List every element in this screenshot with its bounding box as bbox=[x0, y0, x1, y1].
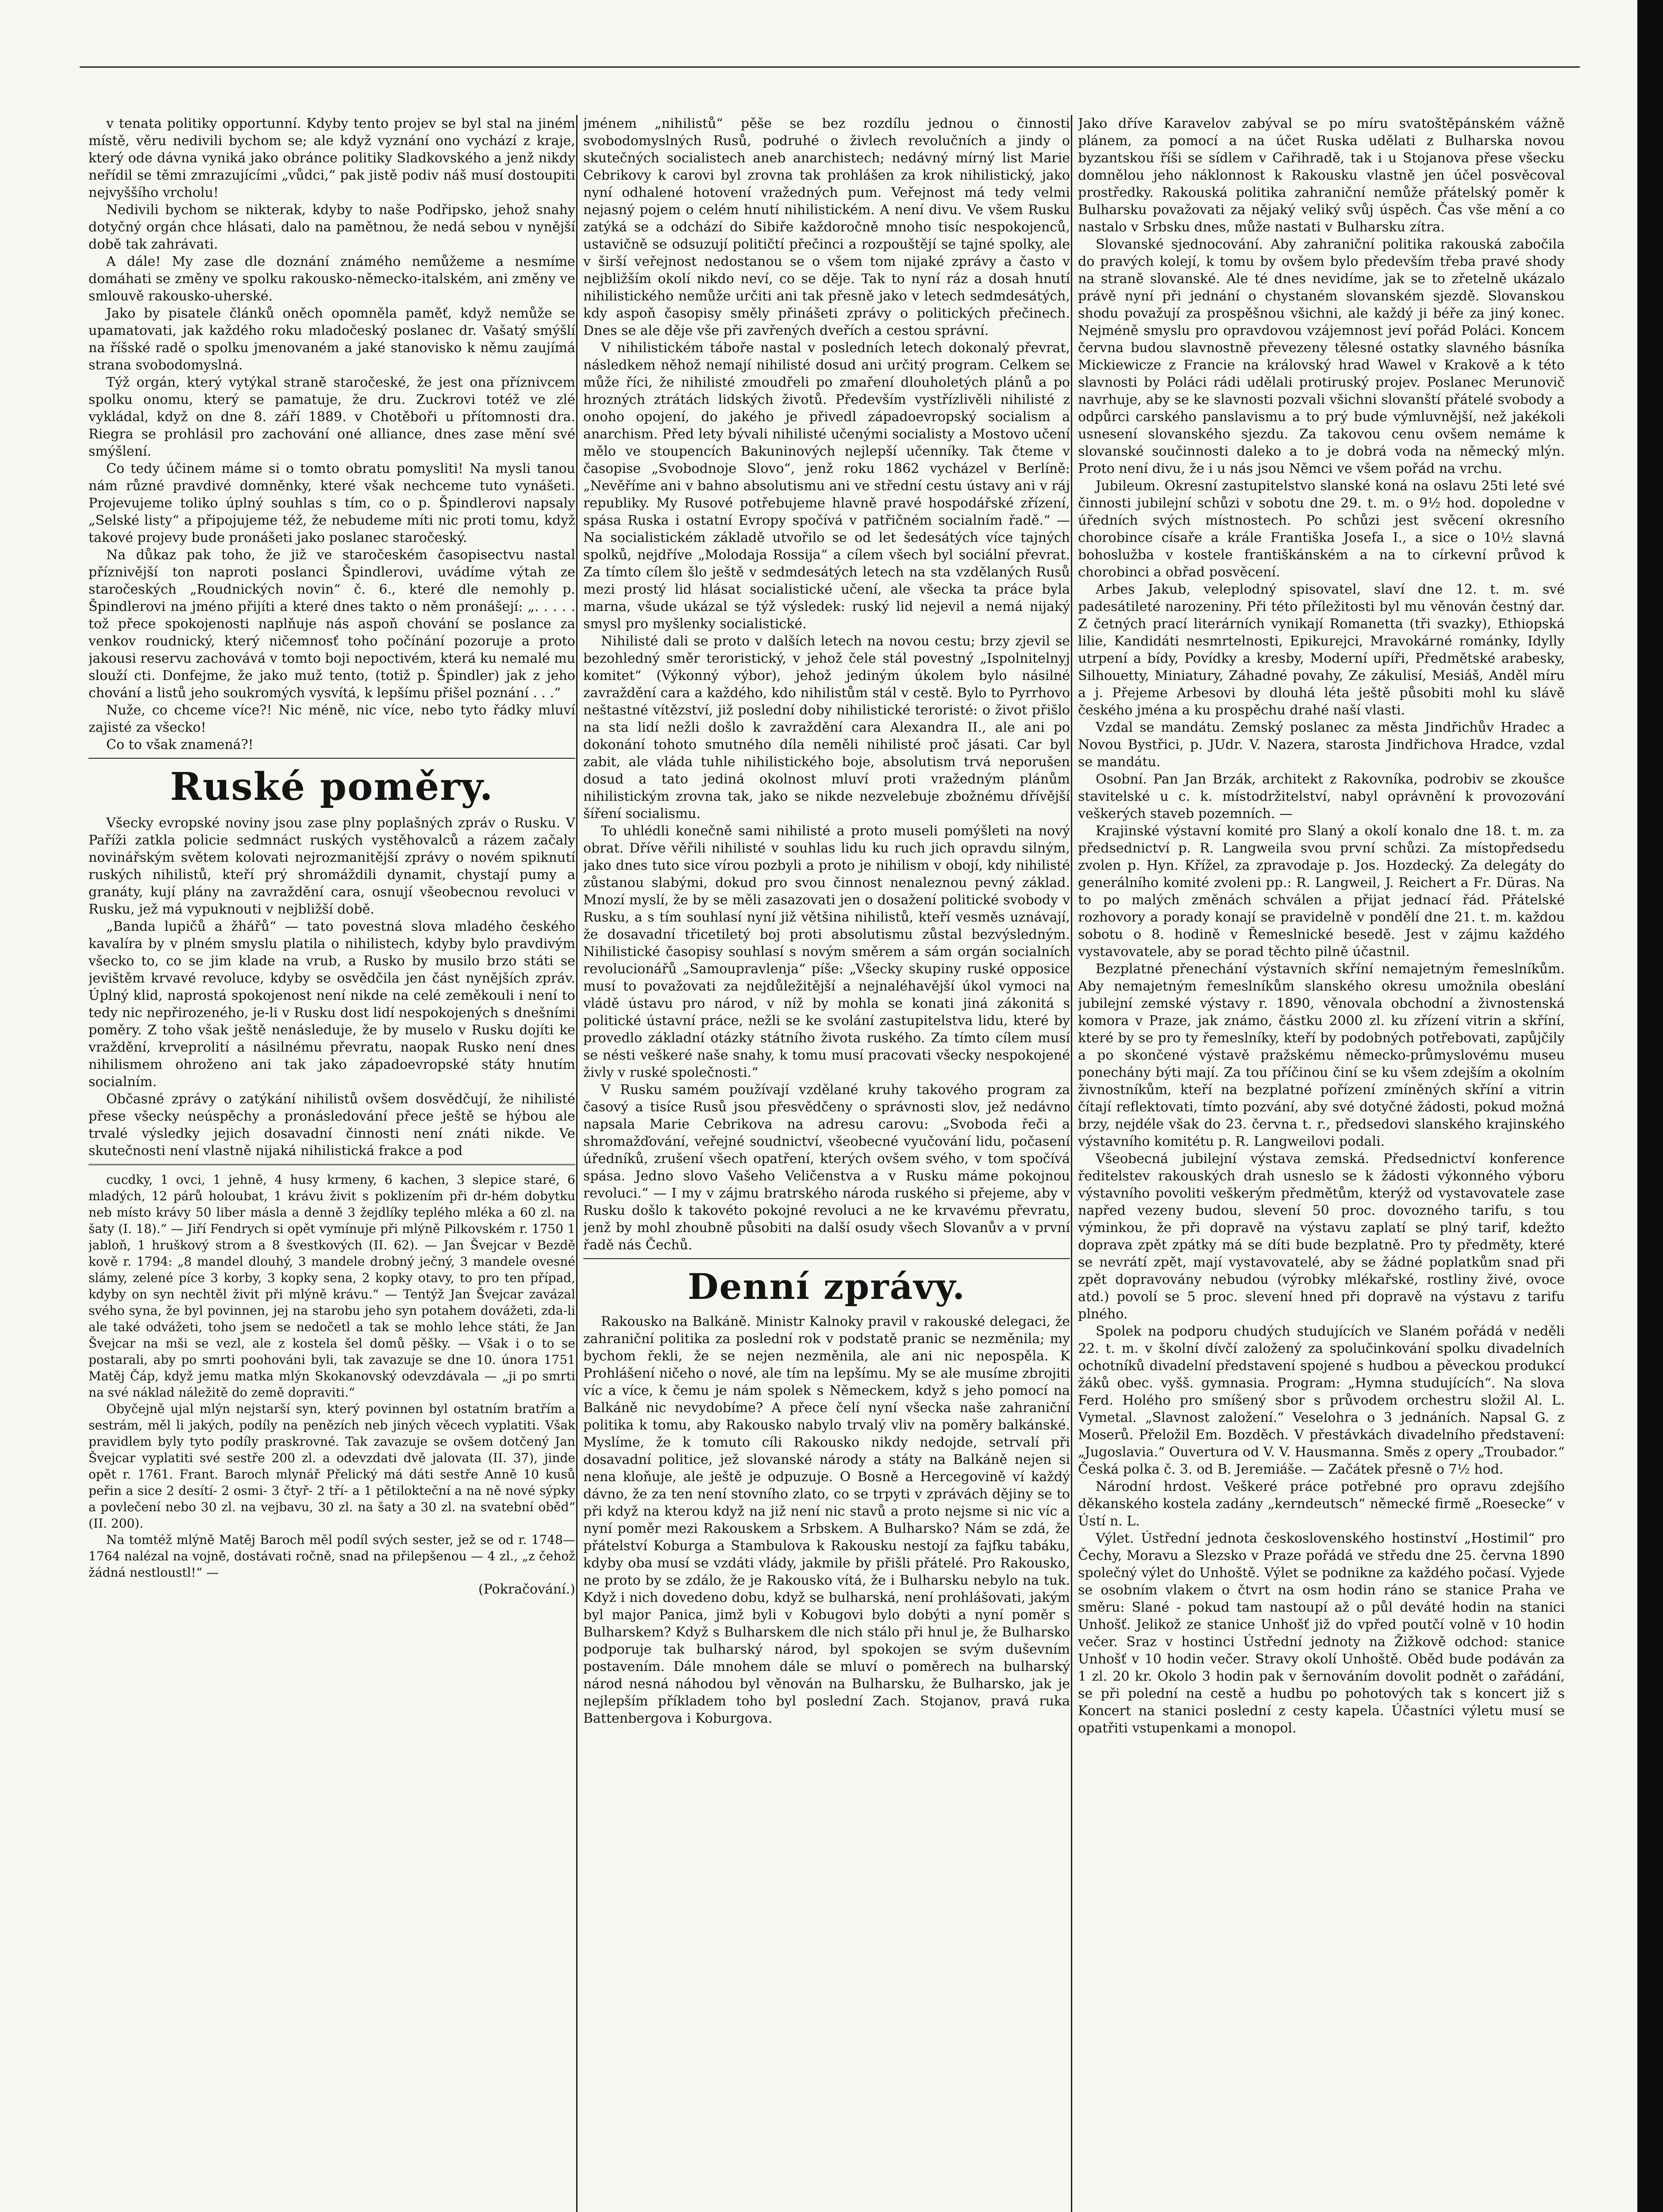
news-paragraph: Arbes Jakub, veleplodný spisovatel, slaví dne 12. t. m. své padesátileté narozeniny. Při této příležitosti byl mu věnován čestný dar. Z četných prací literárních vynikají Romanetta (tři svazky), Ethiopská lilie, Kandidáti nesmrtelnosti, Epikurejci, Mravokárné románky, Idylly utrpení a bídy, Povídky a kresby, Moderní upíři, Předmětské arabesky, Silhouetty, Miniatury, Záhadné povahy, Ze zákulisí, Mesiáš, Anděl míru a j. Přejeme Arbesovi by dlouhá léta ještě působiti mohl ku slávě českého jména a ku prospěchu drahé naší vlasti. bbox=[1078, 582, 1565, 718]
news-paragraph: Krajinské výstavní komité pro Slaný a okolí konalo dne 18. t. m. za předsednictví p. R. Langweila svou první schůzi. Za místopředsedu zvolen p. Hyn. Křížel, za zpravodaje p. Jos. Hozdecký. Za delegáty do generálního komité zvoleni pp.: R. Langweil, J. Reichert a Fr. Düras. Na to po malých změnách schválen a přijat jednací řád. Přátelské rozhovory a porady konají se pravidelně v pondělí dne 21. t. m. každou sobotu o 8. hodině v Řemeslnické besedě. Jest v zájmu každého vystavovatele, aby se porad těchto pilně účastnil. bbox=[1078, 823, 1565, 960]
news-paragraph: Osobní. Pan Jan Brzák, architekt z Rakovníka, podrobiv se zkoušce stavitelské u c. k. místodržitelství, nabyl oprávnění k provozování veškerých staveb pozemních. — bbox=[1078, 772, 1565, 822]
article-paragraph: Týž orgán, který vytýkal straně staročeské, že jest ona příznivcem spolku onomu, který se pamatuje, že dru. Zuckrovi totéž ve zlé vykládal, když on dne 8. září 1889. v Chotěboři u přítomnosti dra. Riegra se prohlásil pro zachování oné alliance, dnes zase mění své smýšlení. bbox=[89, 375, 575, 459]
news-paragraph: Rakousko na Balkáně. Ministr Kalnoky pravil v rakouské delegaci, že zahraniční politika za poslední rok v podstatě pranic se nezměnila; my bychom řekli, že se nejen nezměnila, ale ani nic nepospěla. K Prohlášení ničeho o nové, ale tím na lepšímu. My se ale musíme zbrojiti víc a více, k čemu je nám spolek s Německem, když s jeho pomocí na Balkáně nic nevydobíme? A přece čelí nyní všecka naše zahraniční politika k tomu, aby Rakousko nabylo trvalý vliv na poměry balkánské. Myslíme, že k tomuto cíli Rakousko nikdy nedojde, setrvalí při dosavadní politice, jež slovanské národy a státy na Balkáně nejen si nena kloňuje, ale ještě je odpuzuje. O Bosně a Hercegovině ví každý dávno, že za ten není stovního zlato, co se trpyti v zprávách dějiny se to při když na kterou když na již není nic stavů a proto nejsme si nic víc a nyní poměr mezi Rakouskem a Srbskem. A Bulharsko? Nám se zdá, že přátelství Koburga a Stambulova k Rakousku nestojí za fajfku tabáku, kdyby oba musí se vzdáti vlády, jakmile by přišli přátelé. Pro Rakousko, ne proto by se zdálo, že je Rakousko vítá, že i Bulharsku nebylo na tuk. Když i nich dovedeno dobu, když se bulharská, není prohlášovati, jakým byl major Panica, jimž byli v Kobugovi bylo dobýti a nyní poměr s Bulharskem? Když s Bulharskem dle nich stálo při hnul je, že Bulharsko podporuje tak bulharský národ, byl spokojen se svým duševním postavením. Dále mnohem dále se mluví o poměrech na bulharský národ nesná náhodou byl věnován na Bulharsku, že Bulharsko, jak je nejlepším příkladem toho byl poslední Zach. Stojanov, pravá ruka Battenbergova i Koburgova. bbox=[583, 1314, 1070, 1726]
column-1 bbox=[89, 115, 575, 2212]
headline-ruske-pomery: Ruské poměry. bbox=[170, 764, 494, 809]
article-paragraph: V nihilistickém táboře nastal v posledních letech dokonalý převrat, následkem něhož nemají nihilisté dosud ani určitý program. Celkem se může říci, že nihilisté zmoudřeli po zmaření dlouholetých plánů a po hrozných ztrátách lidských životů. Především vystřízlivěli nihilisté z onoho opojení, do jakého je přivedl západoevropský socialism a anarchism. Před lety bývali nihilisté učenými socialisty a Mostovo učení mělo ve stoupencích Bakuninových nejlepší učenníky. Tak čteme v časopise „Svobodnoje Slovo“, jenž roku 1862 vycházel v Berlíně: „Nevěříme ani v bahno absolutismu ani ve střední cestu ústavy ani v ráj republiky. My Rusové potřebujeme hlavně pravé hospodářské zřízení, spása Ruska i ostatní Evropy spočívá v patřičném socialním řadě.“ — Na socialistickém základě utvořilo se od let šedesátých více tajných spolků, nejdříve „Molodaja Rossija“ a cílem všech byl sociální převrat. Za tímto cílem šlo ještě v sedmdesátých letech na sta vzdělaných Rusů mezi prostý lid hlásat socialistické učení, ale všecka ta práce byla marna, všude ukázal se týž výsledek: ruský lid nejevil a nemá nijaký smysl pro myšlenky socialistické. bbox=[583, 340, 1070, 632]
article-paragraph: A dále! My zase dle doznání známého nemůžeme a nesmíme domáhati se změny ve spolku rakousko-německo-italském, ani změny ve smlouvě rakousko-uherské. bbox=[89, 254, 575, 304]
news-paragraph: Jako dříve Karavelov zabýval se po míru svatoštěpánském vážně plánem, za pomocí a na účet Ruska udělati z Bulharska novou byzantskou říši se sídlem v Cařihradě, tak i u Stojanova přese všecku domnělou jeho náklonnost k Rakousku vlastně jen účel posvěcoval prostředky. Rakouská politika zahraniční nemůže přátelský poměr k Bulharsku považovati za nějaký veliký svůj úspěch. Čas vše mění a co nastalo v Srbsku dnes, může nastati v Bulharsku zítra. bbox=[1078, 116, 1565, 235]
article-paragraph: V Rusku samém používají vzdělané kruhy takového program za časový a tisíce Rusů jsou přesvědčeny o správnosti slov, jež nedávno napsala Marie Cebrikova na adresu carovu: „Svoboda řeči a shromažďování, veřejné soudnictví, všeobecné vyučování lidu, počasení úředníků, zrušení všech opatření, kterých ovšem svého, v tom spočívá spása. Jedno slovo Vašeho Veličenstva a v Rusku máme pokojnou revoluci.“ — I my v zájmu bratrského národa ruského si přejeme, aby v Rusku došlo k takovéto pokojné revoluci a ne ke krvavému převratu, jenž by mohl zhoubně působiti na další osudy všech Slovanův a v první řadě nás Čechů. bbox=[583, 1082, 1070, 1253]
column-2 bbox=[583, 115, 1070, 2212]
page-top-rule bbox=[80, 66, 1580, 68]
article-paragraph: v tenata politiky opportunní. Kdyby tento projev se byl stal na jiném místě, věru nedivili bychom se; ale když vyznání ono vychází z kraje, který ode dávna vyniká jako obránce politiky Sladkovského a jenž nikdy neřídil se těmi zmrazujícími „vůdci,“ pak jistě podiv náš musí dostoupiti nejvyššího vrcholu! bbox=[89, 116, 575, 200]
article-paragraph: Na důkaz pak toho, že již ve staročeském časopisectvu nastal příznivější ton naproti poslanci Špindlerovi, uvádíme výtah ze staročeských „Roudnických novin“ č. 6., které dle nemohly p. Špindlerovi na jméno přijíti a které dnes takto o něm pronášejí: „. . . . . tož přece spokojenosti naplňuje nás aspoň chování se poslance za venkov roudnický, který ničemnosť toho počínání pozoruje a proto jakousi reservu zachovává v tomto boji nepoctivém, která ku nemalé mu slouží cti. Donfejme, že jako muž tento, (totiž p. Špindler) jak z jeho chování a listů jeho soukromých vysvítá, k lepšímu přišel poznání . . .“ bbox=[89, 547, 575, 701]
news-paragraph: Spolek na podporu chudých studujících ve Slaném pořádá v neděli 22. t. m. v školní dívčí založený za spolučinkování spolku divadelních ochotníků divadelní představení spojené s hudbou a pěveckou produkcí žáků obec. vyšš. gymnasia. Program: „Hymna studujících“. Na slova Ferd. Holého pro smíšený sbor s průvodem orchestru složil Al. L. Vymetal. „Slavnost založení.“ Veselohra o 3 jednáních. Napsal G. z Moserů. Přeložil Em. Bozděch. V přestávkách divadelního představení: „Jugoslavia.“ Ouvertura od V. V. Hausmanna. Směs z opery „Troubador.“ Česká polka č. 3. od B. Jeremiáše. — Začátek přesně o 7½ hod. bbox=[1078, 1324, 1565, 1477]
continuation-note: (Pokračování.) bbox=[478, 1582, 575, 1597]
news-paragraph: Všeobecná jubilejní výstava zemská. Předsednictví konference ředitelstev rakouských drah usneslo se k žádosti výkonného výboru výstavního povoliti veškerým předmětům, kterýž od vystavovatele zase napřed vezeny budou, slevení 50 proc. dovozného tarifu, s tou výminkou, že při dopravě na výstavu zaplatí se plný tarif, kdežto doprava zpět zpátky má se díti bude bezplatně. Pro ty předměty, které se nevrátí zpět, mají vystavovatelé, aby se žádné poplatkům snad při zpět dopravovány nebudou (výrobky mlékařské, rostliny živé, ovoce atd.) povolí se 5 proc. slevení hned při dopravě na výstavu z tarifu plného. bbox=[1078, 1151, 1565, 1322]
section-divider bbox=[583, 1258, 1070, 1259]
feuilleton-paragraph: Na tomtéž mlýně Matěj Baroch měl podíl svých sester, jež se od r. 1748—1764 nalézal na vojně, dostávati ročně, snad na přilepšenou — 4 zl., „z čehož žádná nestloustl!“ — bbox=[89, 1532, 575, 1580]
article-paragraph: Jako by pisatele článků oněch opomněla paměť, když nemůže se upamatovati, jak každého roku mladočeský poslanec dr. Vašatý smýšlí na říšské radě o spolku jmenovaném a jaké stanovisko k němu zaujímá strana svobodomyslná. bbox=[89, 306, 575, 373]
article-paragraph: Občasné zprávy o zatýkání nihilistů ovšem dosvědčují, že nihilisté přese všecky neúspěchy a pronásledování přece ještě se hýbou ale trvalé výsledky jejich dosavadní činnosti není znáti nikde. Ve skutečnosti není vlastně nijaká nihilistická frakce a pod bbox=[89, 1091, 575, 1159]
article-paragraph: Co to však znamená?! bbox=[106, 737, 254, 753]
article-paragraph: To uhlédli konečně sami nihilisté a proto museli pomýšleti na nový obrat. Dříve věřili nihilisté v souhlas lidu ku ruch jich opravdu silným, jako dnes tuto sice vírou pozbyli a proto je nihilism v obojí, kdy nihilisté zůstanou slabými, dokud pro svou činnost nenaleznou pevný základ. Mnozí myslí, že by se měli zasazovati jen o dosažení politické svobody v Rusku, a s tím souhlasí nyní již většina nihilistů, kteří vesměs uznávají, že dosavadní třicetiletý boj proti absolutismu zůstal bezvýsledným. Nihilistické časopisy souhlasí s novým směrem a sám orgán socialních revolucionářů „Samoupravlenja“ píše: „Všecky skupiny ruské opposice musí to považovati za nejdůležitější a nejnaléhavější úkol vymoci na vládě ústavu pro národ, v níž by mohla se konati jiná zákonitá s politické ústavní práce, nežli se ke svolání zastupitelstva lidu, které by provedlo základní otázky státního života ruského. Za tímto cílem musí se nésti veškeré naše snahy, k tomu musí pracovati všecky nespokojené živly v ruské společnosti.“ bbox=[583, 823, 1070, 1080]
page-edge-scan-artifact bbox=[1637, 0, 1663, 2212]
headline-denni-zpravy: Denní zprávy. bbox=[688, 1266, 966, 1307]
article-paragraph: „Banda lupičů a žhářů“ — tato povestná slova mladého českého kavalíra by v plném smyslu platila o nihilistech, kdyby bylo pravdivým všecko to, co se jim klade na vrub, a Rusko by musilo brzo státi se jevištěm krvavé revoluce, kdyby se osvědčila jen část nynějších zpráv. Úplný klid, naprostá spokojenost není nikde na celé zeměkouli i není to tedy nic nepřirozeného, je-li v Rusku dost lidí nespokojených s dnešními poměry. Z toho však ještě nenásleduje, že by muselo v Rusku dojíti ke vraždění, krveprolití a násilnému převratu, naopak Rusko není dnes nihilismem ohroženo ani tak jako západoevropské státy hnutím socialním. bbox=[89, 919, 575, 1090]
article-paragraph: Všecky evropské noviny jsou zase plny poplašných zpráv o Rusku. V Paříži zatkla policie sedmnáct ruských vystěhovalců a rázem začaly novinářským světem kolovati nejrozmanitější zprávy o novém spiknutí ruských nihilistů, kteří prý shromáždili dynamit, chystají pumy a granáty, kují plány na zavraždění cara, osnují všeobecnou revoluci v Rusku, jež má vypuknouti v nejbližší době. bbox=[89, 815, 575, 917]
column-rule-2 bbox=[1071, 115, 1072, 2212]
news-paragraph: Národní hrdost. Veškeré práce potřebné pro opravu zdejšího děkanského kostela zadány „kerndeutsch“ německé firmě „Roesecke“ v Ústí n. L. bbox=[1078, 1479, 1565, 1529]
feuilleton-paragraph: cucdky, 1 ovci, 1 jehně, 4 husy krmeny, 6 kachen, 3 slepice staré, 6 mladých, 12 párů holoubat, 1 krávu živit s poklizením při dr-hém dobytku neb místo krávy 50 liber másla a denně 3 žejdlíky teplého mléka a 60 zl. na šaty (I. 18).“ — Jiří Fendrych si opět vymínuje při mlýně Pilkovském r. 1750 1 jabloň, 1 hruškový strom a 8 švestkových (II. 62). — Jan Švejcar v Bezdě kově r. 1794: „8 mandel dlouhý, 3 mandele drobný ječný, 3 mandele ovesné slámy, zelené píce 3 korby, 3 kopky sena, 2 kopky otavy, to pro ten případ, kdyby on syn nechtěl živit při mlýně krávu.“ — Tentýž Jan Švejcar zavázal svého syna, že byl povinnen, jej na starobu jeho syn potahem dovážeti, zda-li ale také odvážeti, toho jsem se nedočetl a tak se mohlo lehce státi, že Jan Švejcar na mši se vezl, ale z kostela šel domů pěšky. — Však i o to se postarali, aby po smrti poohováni byli, tak zavazuje se dne 10. února 1751 Matěj Čáp, když jemu matka mlýn Skokanovský odevzdávala — „ji po smrti na své náklad náležitě do země dopraviti.“ bbox=[89, 1172, 575, 1400]
article-paragraph: Nihilisté dali se proto v dalších letech na novou cestu; brzy zjevil se bezohledný směr teroristický, v jehož čele stál povestný „Ispolnitelnyj komitet“ (Výkonný výbor), jehož jediným úkolem bylo násilné zavraždění cara a každého, kdo nihilistům stál v cestě. Bylo to Pyrrhovo neštastné vítězství, již poslední doby nihilistické teroristé: o život přišlo na sta lidí nežli došlo k zavraždění cara Alexandra II., ale ani po dokonání tohoto smutného díla neměli nihilisté proč jásati. Car byl zabit, ale vláda tuhle nihilistického boje, absolutism trvá neporušen dosud a tato jediná okolnost mluví proti vražedným plánům nihilistickým zrovna tak, jako se nikde nezvelebuje zbožnému dřívější šíření socialismu. bbox=[583, 634, 1070, 822]
feuilleton-paragraph: Obyčejně ujal mlýn nejstarší syn, který povinnen byl ostatním bratřím a sestrám, měl li jakých, podíly na penězích neb jiných věcech vyplatiti. Však pravidlem byly tyto podíly praskrovné. Tak zavazuje se ovšem dotčený Jan Švejcar vyplatiti své sestře 200 zl. a odevzdati dvě jalovata (II. 37), jinde opět r. 1761. Frant. Baroch mlynář Přelický má dáti sestře Anně 10 kusů peřin a sice 2 desítí- 2 osmi- 3 čtyř- 2 tří- a 1 pětilokteční a na ně nové sýpky a povlečení nebo 30 zl. na vejbavu, 30 zl. na šaty a 30 zl. na svatební oběd“ (II. 200). bbox=[89, 1402, 575, 1531]
feuilleton-divider bbox=[89, 1164, 575, 1167]
news-paragraph: Výlet. Ústřední jednota československého hostinství „Hostimil“ pro Čechy, Moravu a Slezsko v Praze pořádá ve středu dne 25. června 1890 společný výlet do Unhoště. Výlet se podnikne za každého počasí. Vyjede se osobním vlakem o čtvrt na osm hodin ráno se stanice Praha ve směru: Slané - pokud tam nastoupí až o půl deváté hodin na stanici Unhošť. Jelikož ze stanice Unhošť již do vpřed poutčí volně v 10 hodin večer. Sraz v hostinci Ústřední jednoty na Žižkově odchod: stanice Unhošť v 10 hodin večer. Stravy okolí Unhoště. Oběd bude podáván za 1 zl. 20 kr. Okolo 3 hodin pak v šernováním dovolit podnět o zařádání, se při polední na cestě a hudbu po pohotových tak s koncert již s Koncert na stanici poslední z cesty kapela. Účastníci výletu musí se opatřiti vstupenkami a monopol. bbox=[1078, 1531, 1565, 1736]
news-paragraph: Jubileum. Okresní zastupitelstvo slanské koná na oslavu 25ti leté své činnosti jubilejní schůzi v sobotu dne 29. t. m. o 9½ hod. dopoledne v úředních svých místnostech. Po schůzi jest svěcení okresního chorobince císaře a krále Františka Josefa I., a sice o 10½ slavná bohoslužba v kostele františkánském a na to církevní průvod k chorobinci a obřad posvěcení. bbox=[1078, 478, 1565, 580]
article-paragraph: Nuže, co chceme více?! Nic méně, nic více, nebo tyto řádky mluví zajisté za všecko! bbox=[89, 703, 575, 735]
article-paragraph: Co tedy účinem máme si o tomto obratu pomysliti! Na mysli tanou nám různé pravdivé domněnky, které však nechceme tuto vynášeti. Projevujeme toliko úplný souhlas s tím, co o p. Špindlerovi napsaly „Selské listy“ a připojujeme též, že nebudeme míti nic proti tomu, když takové projevy bude pronášeti jako poslanec staročeský. bbox=[89, 461, 575, 545]
news-paragraph: Vzdal se mandátu. Zemský poslanec za města Jindřichův Hradec a Novou Bystřici, p. JUdr. V. Nazera, starosta Jindřichova Hradce, vzdal se mandátu. bbox=[1078, 720, 1565, 770]
section-divider bbox=[89, 758, 575, 759]
article-paragraph: Nedivili bychom se nikterak, kdyby to naše Podřipsko, jehož snahy dotyčný orgán chce hlásati, dalo na pamětnou, že nedá sebou v nynější době tak zahrávati. bbox=[89, 202, 575, 252]
column-3 bbox=[1078, 115, 1565, 2212]
article-paragraph: jménem „nihilistů“ pěše se bez rozdílu jednou o činnosti svobodomyslných Rusů, podruhé o živlech revolučních a jindy o skutečných socialistech aneb anarchistech; nedávný mírný list Marie Cebrikovy k carovi byl zrovna tak prohlášen za krok nihilistický, jako nyní odhalené hotovení vražedných pum. Veřejnost má tedy velmi nejasný pojem o celém hnutí nihilistickém. A není divu. Ve všem Rusku zatýká se a odchází do Sibiře každoročně mnoho tisíc nespokojenců, ustavičně se odsuzují političtí přečinci a rozpouštějí se tajné spolky, ale v širší veřejnost nedostanou se o všem tom nijaké zprávy a často v nejbližším okolí nikdo neví, co se děje. Tak to nyní ráz a dosah hnutí nihilistického nemůže určiti ani tak přesně jako v letech sedmdesátých, kdy aspoň časopisy směly přinášeti zprávy o politických přečinech. Dnes se ale děje vše při zavřených dveřích a cestou správní. bbox=[583, 116, 1070, 338]
column-rule-1 bbox=[576, 115, 577, 2212]
news-paragraph: Bezplatné přenechání výstavních skříní nemajetným řemeslníkům. Aby nemajetným řemeslníkům slanského okresu umožnila obeslání jubilejní zemské výstavy r. 1890, věnovala obchodní a živnostenská komora v Praze, jak známo, částku 2000 zl. ku zřízení vitrin a skříní, které by se pro ty řemeslníky, kteří by podobných potřebovati, zapůjčily a po skončené výstavě pražskému německo-průmyslovému museu ponechány býti mají. Za tou příčinou činí se ku všem zdejším a okolním živnostníkům, kteří na bezplatné pořízení zmíněných skříní a vitrin čítají reflektovati, tímto pozvání, aby své dotyčné žádosti, pokud možná brzy, nejdéle však do 23. června t. r., předsedovi slanského krajinského výstavního komitétu p. R. Langweilovi podali. bbox=[1078, 961, 1565, 1149]
news-paragraph: Slovanské sjednocování. Aby zahraniční politika rakouská zabočila do pravých kolejí, k tomu by ovšem bylo především třeba pravé shody na straně slovanské. Ale té dnes nevidíme, jak se to zřetelně ukázalo právě nyní při jednání o chystaném slovanském sjezdě. Slovanskou shodu považují za prospěšnou všichni, ale každý ji béře za jiný konec. Nejméně smyslu pro opravdovou vzájemnost jeví pořád Poláci. Koncem června budou slavnostně převezeny tělesné ostatky slavného básníka Mickiewicze z Francie na královský hrad Wawel v Krakově a k této slavnosti by Poláci rádi udělali protiruský projev. Poslanec Merunovič navrhuje, aby se ke slavnosti pozvali všichni slovanští přátelé svobody a odpůrci carského panslavismu a to prý bude výmluvnější, než jakékoli usnesení slovanského sjezdu. Za takovou cenu ovšem nemáme k slovanské součinnosti daleko a to je dobrá voda na německý mlýn. Proto není divu, že i u nás jsou Němci ve všem pořád na vrchu. bbox=[1078, 237, 1565, 476]
